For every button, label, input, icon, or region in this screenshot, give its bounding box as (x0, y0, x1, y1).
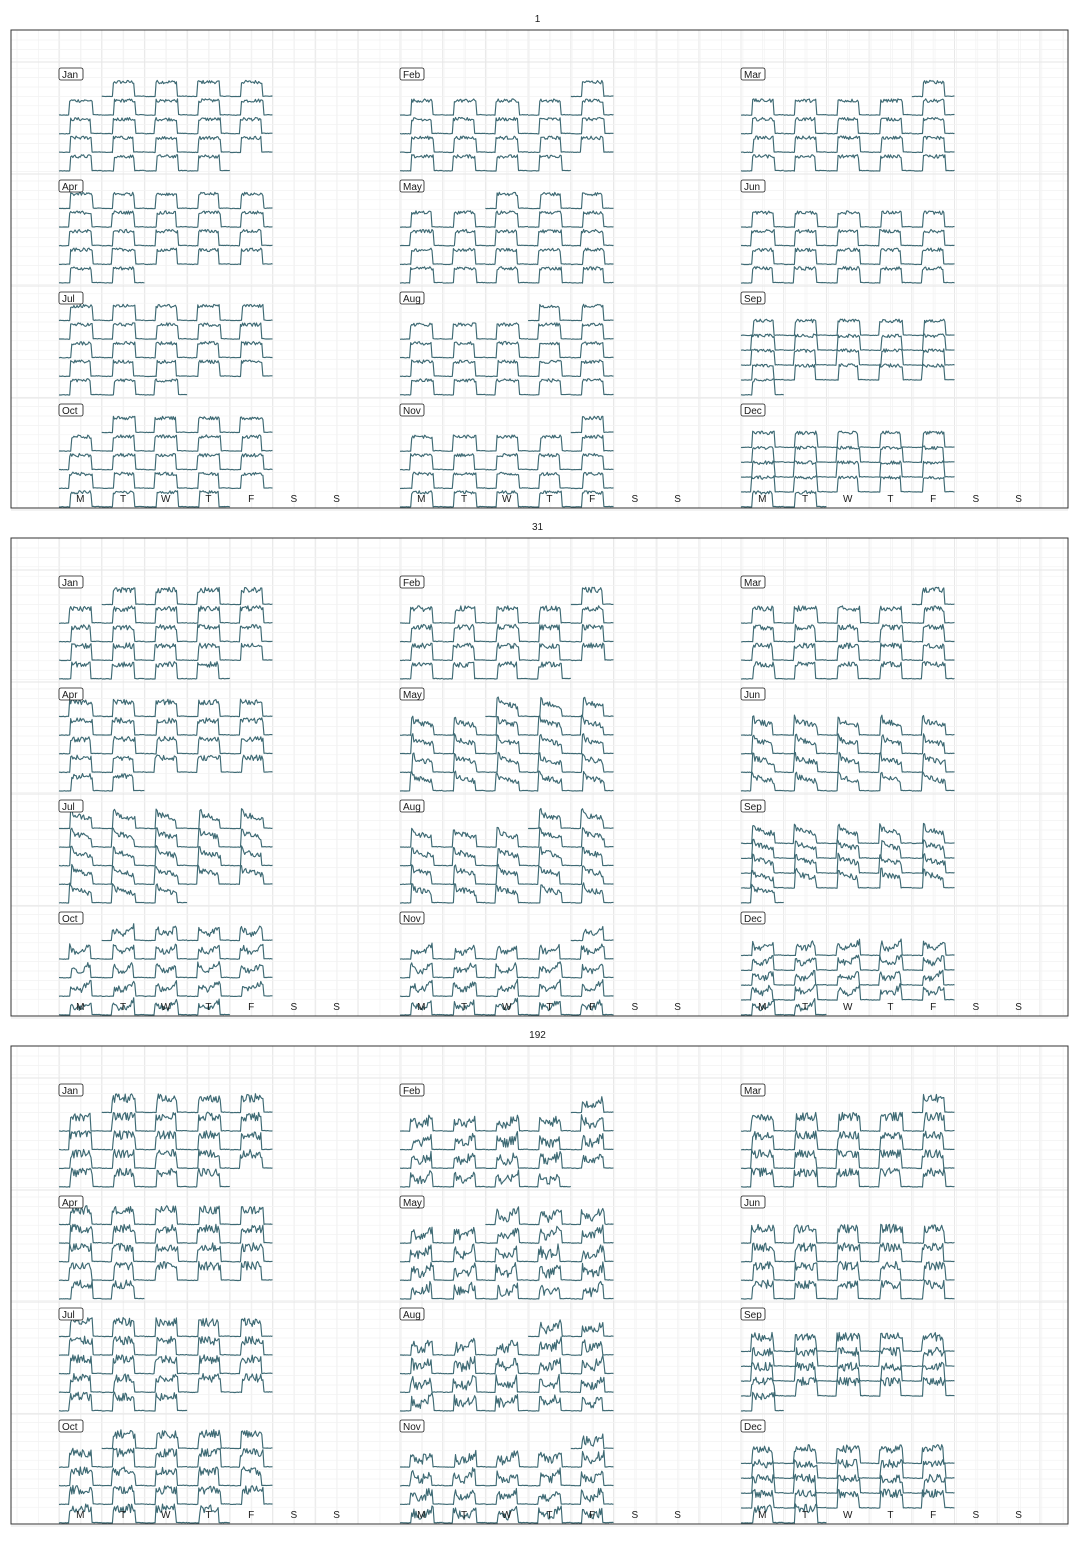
month-label: Nov (403, 1422, 421, 1433)
month-label: Jun (744, 690, 761, 701)
month-label: May (403, 690, 422, 701)
weekday-tick-label: S (333, 1002, 340, 1013)
weekday-tick-label: W (502, 494, 512, 505)
month-label: Jul (62, 802, 75, 813)
month-label: Feb (403, 1086, 421, 1097)
weekday-tick-label: S (972, 494, 980, 505)
weekday-tick-label: W (502, 1510, 512, 1521)
month-label: Jan (62, 70, 79, 81)
month-label: Jul (62, 294, 75, 305)
weekday-tick-label: W (843, 494, 853, 505)
month-label: Oct (62, 1422, 78, 1433)
weekday-tick-label: T (119, 1510, 127, 1521)
month-label: Nov (403, 406, 421, 417)
weekday-tick-label: S (972, 1002, 980, 1013)
month-label: Jun (744, 182, 761, 193)
month-label: Mar (744, 70, 762, 81)
month-label: Feb (403, 70, 421, 81)
weekday-tick-label: F (589, 494, 596, 505)
weekday-tick-label: S (290, 1002, 298, 1013)
month-label: Sep (744, 802, 762, 813)
month-label: Feb (403, 578, 421, 589)
weekday-tick-label: M (417, 494, 426, 505)
weekday-tick-label: M (76, 1510, 85, 1521)
weekday-tick-label: F (930, 1510, 937, 1521)
weekday-tick-label: F (589, 1002, 596, 1013)
weekday-tick-label: W (843, 1002, 853, 1013)
panel-grid (11, 538, 1068, 1018)
month-label: Jan (62, 1086, 79, 1097)
weekday-tick-label: F (248, 1002, 255, 1013)
month-label: Mar (744, 578, 762, 589)
month-label: Aug (403, 294, 421, 305)
weekday-tick-label: F (248, 1510, 255, 1521)
weekday-tick-label: T (546, 1002, 553, 1013)
month-label: Sep (744, 294, 762, 305)
month-label: Nov (403, 914, 421, 925)
month-label: Aug (403, 802, 421, 813)
month-label: Apr (62, 182, 78, 193)
panel-title: 1 (534, 14, 541, 25)
weekday-tick-label: T (460, 1510, 468, 1521)
month-label: Dec (744, 406, 762, 417)
weekday-tick-label: S (1015, 1510, 1022, 1521)
weekday-tick-label: S (333, 494, 340, 505)
month-label: May (403, 182, 422, 193)
weekday-tick-label: F (930, 1002, 937, 1013)
weekday-tick-label: W (161, 1002, 171, 1013)
month-label: Apr (62, 690, 78, 701)
weekday-tick-label: T (205, 494, 212, 505)
weekday-tick-label: F (248, 494, 255, 505)
panel-frame (11, 538, 1068, 1016)
weekday-tick-label: T (546, 1510, 553, 1521)
weekday-tick-label: S (631, 1002, 639, 1013)
weekday-tick-label: M (76, 1002, 85, 1013)
month-label: Dec (744, 914, 762, 925)
weekday-tick-label: F (589, 1510, 596, 1521)
month-label: Mar (744, 1086, 762, 1097)
weekday-tick-label: T (546, 494, 553, 505)
weekday-tick-label: S (674, 1002, 681, 1013)
weekday-tick-label: T (801, 1510, 809, 1521)
weekday-tick-label: S (674, 1510, 681, 1521)
weekday-tick-label: S (1015, 494, 1022, 505)
weekday-tick-label: T (205, 1510, 212, 1521)
weekday-tick-label: T (801, 1002, 809, 1013)
weekday-tick-label: M (758, 1002, 767, 1013)
month-label: Oct (62, 406, 78, 417)
month-label: Jan (62, 578, 79, 589)
weekday-tick-label: T (460, 1002, 468, 1013)
weekday-tick-label: M (417, 1510, 426, 1521)
month-label: Apr (62, 1198, 78, 1209)
weekday-tick-label: S (290, 494, 298, 505)
weekday-tick-label: W (843, 1510, 853, 1521)
weekday-tick-label: S (1015, 1002, 1022, 1013)
panel-title: 31 (531, 522, 544, 533)
month-label: Sep (744, 1310, 762, 1321)
weekday-tick-label: T (119, 494, 127, 505)
weekday-tick-label: T (887, 1510, 894, 1521)
weekday-tick-label: S (290, 1510, 298, 1521)
month-label: May (403, 1198, 422, 1209)
weekday-tick-label: S (631, 494, 639, 505)
weekday-tick-label: M (758, 494, 767, 505)
weekday-tick-label: M (758, 1510, 767, 1521)
weekday-tick-label: T (205, 1002, 212, 1013)
weekday-tick-label: T (887, 494, 894, 505)
weekday-tick-label: S (674, 494, 681, 505)
panel-1 (11, 14, 1068, 510)
month-label: Aug (403, 1310, 421, 1321)
panel-title: 192 (529, 1030, 546, 1041)
panel-192 (11, 1030, 1068, 1526)
weekday-tick-label: S (333, 1510, 340, 1521)
weekday-tick-label: T (460, 494, 468, 505)
month-label: Dec (744, 1422, 762, 1433)
weekday-tick-label: T (887, 1002, 894, 1013)
weekday-tick-label: M (417, 1002, 426, 1013)
weekday-tick-label: S (631, 1510, 639, 1521)
panel-31 (11, 522, 1068, 1018)
month-label: Jul (62, 1310, 75, 1321)
month-label: Jun (744, 1198, 761, 1209)
weekday-tick-label: W (502, 1002, 512, 1013)
weekday-tick-label: T (119, 1002, 127, 1013)
weekday-tick-label: M (76, 494, 85, 505)
weekday-tick-label: S (972, 1510, 980, 1521)
month-label: Oct (62, 914, 78, 925)
weekday-tick-label: W (161, 1510, 171, 1521)
weekday-tick-label: T (801, 494, 809, 505)
weekday-tick-label: F (930, 494, 937, 505)
weekday-tick-label: W (161, 494, 171, 505)
